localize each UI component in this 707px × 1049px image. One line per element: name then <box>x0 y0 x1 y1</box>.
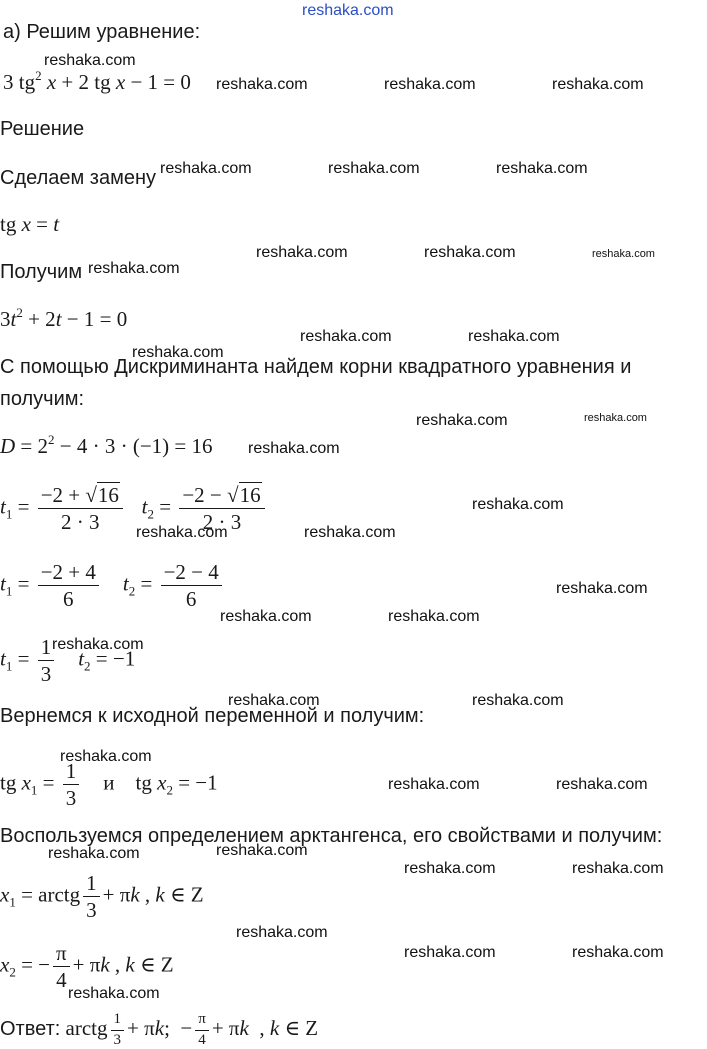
watermark: reshaka.com <box>424 244 516 261</box>
watermark: reshaka.com <box>472 496 564 513</box>
watermark: reshaka.com <box>220 608 312 625</box>
watermark: reshaka.com <box>496 160 588 177</box>
return-var-heading: Вернемся к исходной переменной и получим: <box>0 705 425 727</box>
arctan-def-heading: Воспользуемся определением арктангенса, его свойствами и получим: <box>0 825 663 847</box>
discriminant-intro-2: получим: <box>0 388 85 410</box>
watermark: reshaka.com <box>416 412 508 429</box>
watermark: reshaka.com <box>68 985 160 1002</box>
watermark: reshaka.com <box>572 944 664 961</box>
watermark: reshaka.com <box>88 260 180 277</box>
roots-simplified: $t_1$ = $\frac{-2 + 4}{6}$ $t_2$ = $\frac{-2 - 4}{6}$ <box>0 561 225 610</box>
obtain-heading: Получим <box>0 261 83 283</box>
discriminant-intro-1: С помощью Дискриминанта найдем корни квадратного уравнения и <box>0 356 632 378</box>
x1-solution: $x_1$ = arctg $\frac{1}{3}$ + πk , k ∈ Z <box>0 871 204 923</box>
watermark: reshaka.com <box>216 842 308 859</box>
watermark: reshaka.com <box>388 776 480 793</box>
equation-main: 3 $tg^2$ x + 2 tg x − 1 = 0 <box>3 68 191 94</box>
watermark: reshaka.com <box>52 636 144 653</box>
watermark: reshaka.com <box>552 76 644 93</box>
watermark: reshaka.com <box>468 328 560 345</box>
watermark: reshaka.com <box>44 52 136 69</box>
watermark: reshaka.com <box>48 845 140 862</box>
watermark: reshaka.com <box>304 524 396 541</box>
part-label: а) Решим уравнение: <box>3 21 201 43</box>
watermark: reshaka.com <box>556 776 648 793</box>
watermark: reshaka.com <box>584 412 647 424</box>
watermark: reshaka.com <box>404 860 496 877</box>
substitution-eq: tg x = t <box>0 212 60 236</box>
site-watermark: reshaka.com <box>302 2 394 19</box>
watermark: reshaka.com <box>592 248 655 260</box>
watermark: reshaka.com <box>132 344 224 361</box>
roots-formula: $t_1$ = $\frac{-2 + √16}{2 \cdot 3}$ $t_2$ = $\frac{-2 - √16}{2 \cdot 3}$ <box>0 484 268 533</box>
conj-and: и <box>103 770 115 795</box>
watermark: reshaka.com <box>160 160 252 177</box>
watermark: reshaka.com <box>572 860 664 877</box>
watermark: reshaka.com <box>388 608 480 625</box>
watermark: reshaka.com <box>404 944 496 961</box>
watermark: reshaka.com <box>256 244 348 261</box>
watermark: reshaka.com <box>60 748 152 765</box>
watermark: reshaka.com <box>300 328 392 345</box>
watermark: reshaka.com <box>228 692 320 709</box>
tg-values: tg $x_1$ = $\frac{1}{3}$ и tg $x_2 = -1$ <box>0 759 218 811</box>
watermark: reshaka.com <box>384 76 476 93</box>
discriminant-eq: $D = 2^2 - 4 \cdot 3 \cdot (-1) = 16$ <box>0 432 213 458</box>
watermark: reshaka.com <box>216 76 308 93</box>
answer-line: Ответ: arctg $\frac{1}{3}$ + πk; − $\frac{\pi}{4}$ + πk , k ∈ Z <box>0 1011 319 1048</box>
x2-solution: $x_2$ = − $\frac{\pi}{4}$ + πk , k ∈ Z <box>0 941 174 993</box>
watermark: reshaka.com <box>472 692 564 709</box>
watermark: reshaka.com <box>236 924 328 941</box>
quadratic-eq: $3t^2 + 2t - 1 = 0$ <box>0 305 128 331</box>
watermark: reshaka.com <box>556 580 648 597</box>
roots-final: $t_1$ = $\frac{1}{3}$ $t_2 = -1$ <box>0 635 136 687</box>
watermark: reshaka.com <box>328 160 420 177</box>
watermark: reshaka.com <box>248 440 340 457</box>
solution-heading: Решение <box>0 118 85 140</box>
substitution-heading: Сделаем замену <box>0 167 157 189</box>
watermark: reshaka.com <box>136 524 228 541</box>
